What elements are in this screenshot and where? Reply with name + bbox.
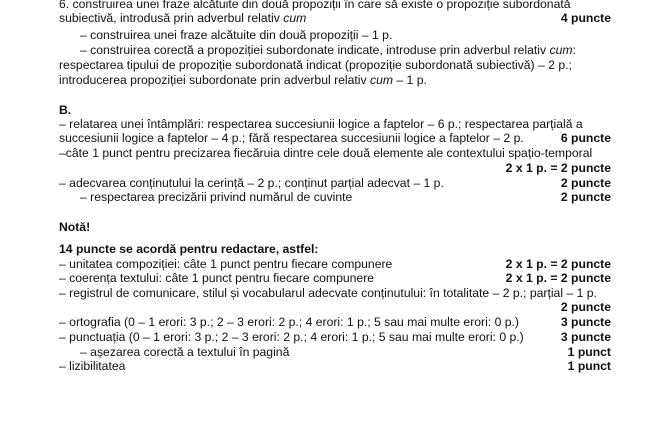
note-heading: Notă! [59,220,91,234]
item6-points: 4 puncte [560,11,611,25]
item6-sub2a-text: – construirea corectă a propoziției subordonate indicate, introduse prin adverbul relativ [80,43,550,57]
note-row: – registrul de comunicare, stilul și vocabularul adecvate conținutului: în totalitate – 2 p.; parțial – 1 p. [59,286,597,300]
item6-sub2b: respectarea tipului de propoziție subordonată indicat (propoziție subordonată subiectivă) – 2 p.; [59,58,572,72]
section-b-heading: B. [59,103,72,117]
section-b-row2-points: 2 x 1 p. = 2 puncte [505,161,611,175]
note-row-points: 2 x 1 p. = 2 puncte [505,271,611,285]
item6-sub2a [80,43,611,58]
item6-line2 [59,11,611,26]
item6-sub1: – construirea unei fraze alcătuite din două propoziții – 1 p. [80,28,393,42]
note-row: – lizibilitatea [59,359,126,373]
section-b-row4-points: 2 puncte [560,190,611,204]
note-row-points: 2 x 1 p. = 2 puncte [505,257,611,271]
section-b-row1a: – relatarea unei întâmplări: respectarea succesiunii logice a faptelor – 6 p.; respectarea parțială a [59,117,583,131]
note-row-points: 3 puncte [560,330,611,344]
note-row-points: 1 punct [567,359,611,373]
note-row-points: 3 puncte [560,315,611,329]
section-b-row3-points: 2 puncte [560,176,611,190]
section-b-row4: – respectarea precizării privind numărul de cuvinte [80,190,353,204]
section-b-row1b: succesiunii logice a faptelor – 4 p.; fără respectarea succesiunii logice a faptelor – 2 p. [59,131,524,145]
item6-sub2c-em: cum [369,73,393,87]
item6-sub2c-end: – 1 p. [393,73,427,87]
note-intro: 14 puncte se acordă pentru redactare, astfel: [59,242,319,256]
item6-line2-text: subiectivă, introdusă prin adverbul relativ [59,11,284,25]
note-row-points: 1 punct [567,345,611,359]
item6-sub2a-end: : [572,43,576,57]
item6-sub2a-em: cum [549,43,573,57]
item6-line2-em: cum [283,11,307,25]
note-row: – ortografia (0 – 1 erori: 3 p.; 2 – 3 erori: 2 p.; 4 erori: 1 p.; 5 sau mai multe erori: 0 p.) [59,315,519,329]
note-row: – punctuația (0 – 1 erori: 3 p.; 2 – 3 erori: 2 p.; 4 erori: 1 p.; 5 sau mai multe erori: 0 p.) [59,330,524,344]
section-b-row2: –câte 1 punct pentru precizarea fiecăruia dintre cele două elemente ale contextului spațio-temporal [59,146,593,160]
item6-sub2c-text: introducerea propoziției subordonate prin adverbul relativ [59,73,370,87]
section-b-row1-points: 6 puncte [560,131,611,145]
note-row: – unitatea compoziției: câte 1 punct pentru fiecare compunere [59,257,393,271]
item6-line1: 6. construirea unei fraze alcătuite din două propoziții în care să existe o propoziție subordonată [59,0,571,11]
note-row-points: 2 puncte [560,300,611,314]
item6-sub2c [59,73,611,88]
note-row: – coerența textului: câte 1 punct pentru fiecare compunere [59,271,375,285]
section-b-row3: – adecvarea conținutului la cerință – 2 p.; conținut parțial adecvat – 1 p. [59,176,444,190]
note-row: – așezarea corectă a textului în pagină [80,345,290,359]
